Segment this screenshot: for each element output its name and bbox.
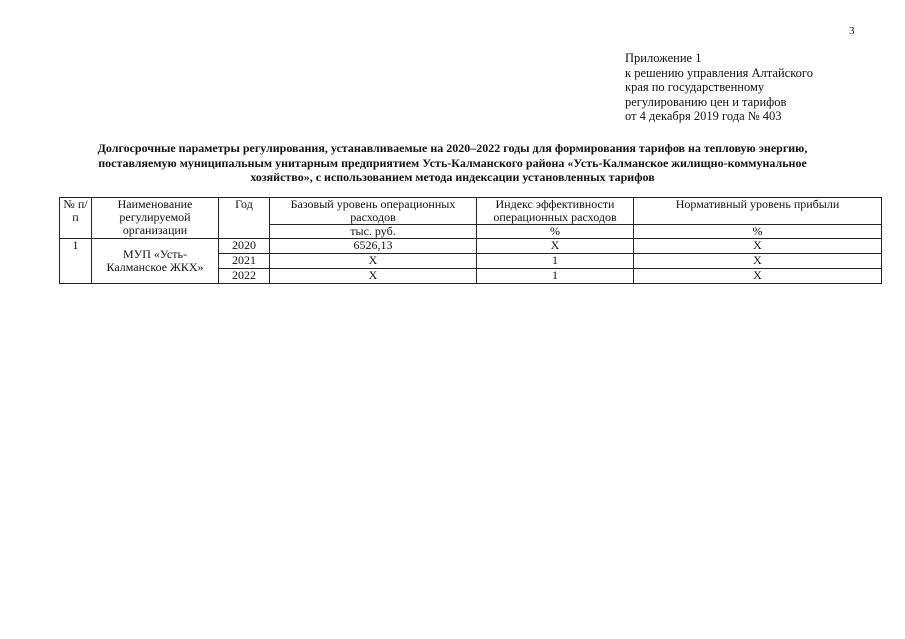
appendix-block — [625, 51, 813, 124]
appendix-line: Приложение 1 — [625, 51, 702, 65]
cell-base: Х — [270, 269, 477, 284]
table-header-row — [60, 198, 882, 225]
cell-base: 6526,13 — [270, 239, 477, 254]
cell-index: Х — [477, 239, 634, 254]
parameters-table — [59, 197, 882, 284]
cell-year: 2021 — [219, 254, 270, 269]
page-number: 3 — [849, 25, 855, 37]
header-index: Индекс эффективности операционных расходов — [477, 198, 634, 225]
header-no: № п/п — [60, 198, 92, 239]
unit-index: % — [477, 225, 634, 239]
cell-no: 1 — [60, 239, 92, 284]
unit-profit: % — [634, 225, 882, 239]
cell-profit: Х — [634, 254, 882, 269]
cell-profit: Х — [634, 239, 882, 254]
header-year: Год — [219, 198, 270, 239]
unit-base: тыс. руб. — [270, 225, 477, 239]
table-row — [60, 239, 882, 254]
appendix-line: края по государственному — [625, 80, 765, 94]
header-base: Базовый уровень операционных расходов — [270, 198, 477, 225]
title-line: поставляемую муниципальным унитарным предприятием Усть-Калманского района «Усть-Калманское жилищно-коммунальное — [98, 155, 807, 170]
header-profit: Нормативный уровень прибыли — [634, 198, 882, 225]
cell-index: 1 — [477, 269, 634, 284]
cell-year: 2020 — [219, 239, 270, 254]
document-title — [40, 141, 865, 185]
appendix-line: регулированию цен и тарифов — [625, 94, 787, 109]
cell-profit: Х — [634, 269, 882, 284]
cell-org-name: МУП «Усть-Калманское ЖКХ» — [92, 239, 219, 284]
appendix-line: к решению управления Алтайского — [625, 65, 813, 80]
cell-index: 1 — [477, 254, 634, 269]
cell-base: Х — [270, 254, 477, 269]
title-line: Долгосрочные параметры регулирования, устанавливаемые на 2020–2022 годы для формирования тарифов на тепловую энергию, — [97, 141, 808, 155]
appendix-line: от 4 декабря 2019 года № 403 — [625, 109, 782, 123]
title-line: хозяйство», с использованием метода индексации установленных тарифов — [250, 170, 655, 184]
cell-year: 2022 — [219, 269, 270, 284]
header-org: Наименование регулируемой организации — [92, 198, 219, 239]
